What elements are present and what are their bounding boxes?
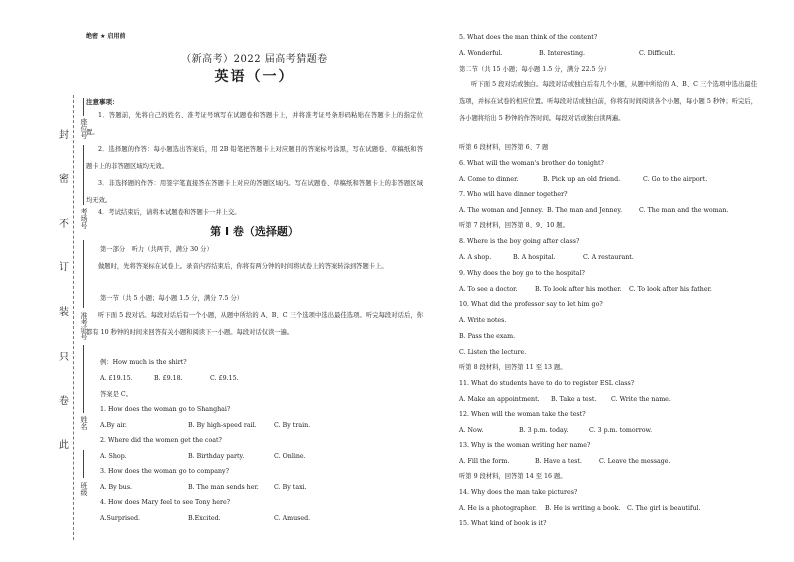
question-options: A. A shop. B. A hospital. C. A restaurant. (459, 254, 634, 261)
question: 13. Why is the woman writing her name? (459, 442, 591, 449)
option: A.By air. (100, 422, 127, 429)
seal-char: 只 (59, 352, 69, 363)
material-heading: 听第 9 段材料，回答第 14 至 16 题。 (459, 473, 567, 480)
name-line (83, 345, 84, 413)
exam-id-label: 准考证号 (80, 312, 88, 340)
option: C. Listen the lecture. (459, 349, 527, 356)
option: B. £9.18. (154, 375, 183, 382)
question-options: A. Come to dinner. B. Pick up an old friend. C. Go to the airport. (459, 176, 708, 183)
material-heading: 听第 7 段材料，回答第 8、9、10 题。 (459, 222, 569, 229)
exam-id-line (83, 240, 84, 308)
question-options: A. Wonderful. B. Interesting. C. Difficult. (459, 50, 676, 57)
option: C. £9.15. (210, 375, 239, 382)
option: B. Birthday party. (188, 453, 245, 460)
example-options (100, 375, 239, 383)
question: 14. Why does the man take pictures? (459, 489, 578, 496)
exam-title: （新高考）2022 届高考猜题卷 (181, 54, 328, 65)
seal-char: 封 (59, 130, 69, 141)
option: B. The man sends her. (188, 484, 259, 491)
seal-char: 装 (59, 307, 69, 318)
question: 4. How does Mary feel to see Tony here? (100, 499, 231, 506)
option: A.Surprised. (100, 515, 140, 522)
seal-char: 此 (59, 440, 69, 451)
notes-heading: 注意事项： (86, 98, 119, 106)
seal-char: 订 (59, 262, 69, 273)
note-item: 1．答题前，先将自己的姓名、准考证号填写在试题卷和答题卡上，并将准考证号条形码粘贴在答题卡上的指定位置。 (86, 112, 423, 136)
option: A. Write notes. (459, 317, 507, 324)
section1-heading: 第一节（共 5 小题；每小题 1.5 分，满分 7.5 分） (100, 295, 244, 302)
question-options (100, 422, 310, 430)
option: C. Online. (274, 453, 306, 460)
option: A. £19.15. (100, 375, 133, 382)
example-answer: 答案是 C。 (100, 391, 133, 398)
note-item: 3．非选择题的作答：用签字笔直接答在答题卡上对应的答题区域内。写在试题卷、草稿纸和答题卡上的非答题区域均无效。 (86, 180, 423, 204)
part1-heading: 第一部分 听力（共两节，满分 30 分） (100, 246, 213, 253)
binding-sidebar (0, 0, 88, 562)
question-options: A. Make an appointment. B. Take a test. C. Write the name. (459, 396, 671, 403)
example-question: 例：How much is the shirt? (100, 359, 187, 366)
subject-title: 英语（一） (214, 69, 295, 85)
question-options (100, 484, 307, 492)
option: C. By taxi. (274, 484, 307, 491)
question: 12. When will the woman take the test? (459, 411, 586, 418)
option: B. Pass the exam. (459, 333, 516, 340)
option: B.Excited. (188, 515, 221, 522)
question-options: A. To see a doctor. B. To look after his mother. C. To look after his father. (459, 286, 712, 293)
seal-line (73, 95, 74, 540)
question: 11. What do students have to do to register ESL class? (459, 380, 635, 387)
name-label: 姓名 (80, 416, 88, 430)
option: A. By bus. (100, 484, 133, 491)
section2-instructions: 听下面 5 段对话或独白。每段对话或独白后有几个小题，从题中所给的 A、B、C 三个选项中选出最佳选项，并标在试卷的相应位置。听每段对话或独白前，你将有时间阅读各个小题，每小题 5 秒钟；听完后，各小题将给出 5 秒钟的作答时间。每段对话或独白读两遍。 (459, 81, 757, 122)
seal-char: 不 (59, 219, 69, 230)
seat-number-line (83, 98, 84, 116)
option: A. Shop. (100, 453, 127, 460)
seal-char: 卷 (59, 396, 69, 407)
question: 3. How does the woman go to company? (100, 468, 229, 475)
question: 6. What will the woman's brother do tonight? (459, 160, 604, 167)
question-options: A. The woman and Jenney. B. The man and Jenney. C. The man and the woman. (459, 207, 729, 214)
question: 9. Why does the boy go to the hospital? (459, 270, 585, 277)
exam-room-line (83, 145, 84, 205)
option: B. By high-speed rail. (188, 422, 257, 429)
seal-char: 密 (59, 174, 69, 185)
question-options: A. Fill the form. B. Have a test. C. Leave the message. (459, 458, 671, 465)
section1-instructions: 听下面 5 段对话。每段对话后有一个小题，从题中所给的 A、B、C 三个选项中选出最佳选项。听完每段对话后，你都有 10 秒钟的时间来回答有关小题和阅读下一小题。每段对话仅读一遍。 (86, 312, 423, 336)
secret-mark: 绝密 ★ 启用前 (86, 33, 126, 40)
exam-room-label: 考场号 (80, 208, 88, 229)
class-label: 班级 (80, 482, 88, 496)
question: 8. Where is the boy going after class? (459, 238, 580, 245)
material-heading: 听第 6 段材料，回答第 6、7 题 (459, 144, 549, 151)
question-options: A. Now. B. 3 p.m. today. C. 3 p.m. tomorrow. (459, 427, 653, 434)
part1-instructions: 做题时，先将答案标在试卷上。录音内容结束后，你将有两分钟的时间将试卷上的答案转涂到答题卡上。 (98, 263, 388, 270)
option: C. By train. (274, 422, 311, 429)
question: 10. What did the professor say to let him go? (459, 301, 603, 308)
question-options (100, 515, 310, 523)
question: 2. Where did the women get the coat? (100, 437, 222, 444)
question-options: A. He is a photographer. B. He is writing a book. C. The girl is beautiful. (459, 505, 701, 512)
question: 5. What does the man think of the content? (459, 34, 598, 41)
material-heading: 听第 8 段材料，回答第 11 至 13 题。 (459, 364, 567, 371)
section2-heading: 第二节（共 15 小题；每小题 1.5 分，满分 22.5 分） (459, 66, 611, 73)
note-item: 2．选择题的作答：每小题选出答案后，用 2B 铅笔把答题卡上对应题目的答案标号涂黑，写在试题卷、草稿纸和答题卡上的非答题区域均无效。 (86, 146, 423, 170)
note-item: 4．考试结束后，请将本试题卷和答题卡一并上交。 (98, 209, 241, 216)
question-options (100, 453, 306, 461)
question: 15. What kind of book is it? (459, 520, 547, 527)
option: C. Amused. (274, 515, 311, 522)
question: 1. How does the woman go to Shanghai? (100, 406, 231, 413)
seat-number-label: 座位号 (80, 118, 88, 139)
volume-title: 第 I 卷（选择题） (210, 225, 299, 238)
class-line (83, 450, 84, 478)
question: 7. Who will have dinner together? (459, 191, 568, 198)
